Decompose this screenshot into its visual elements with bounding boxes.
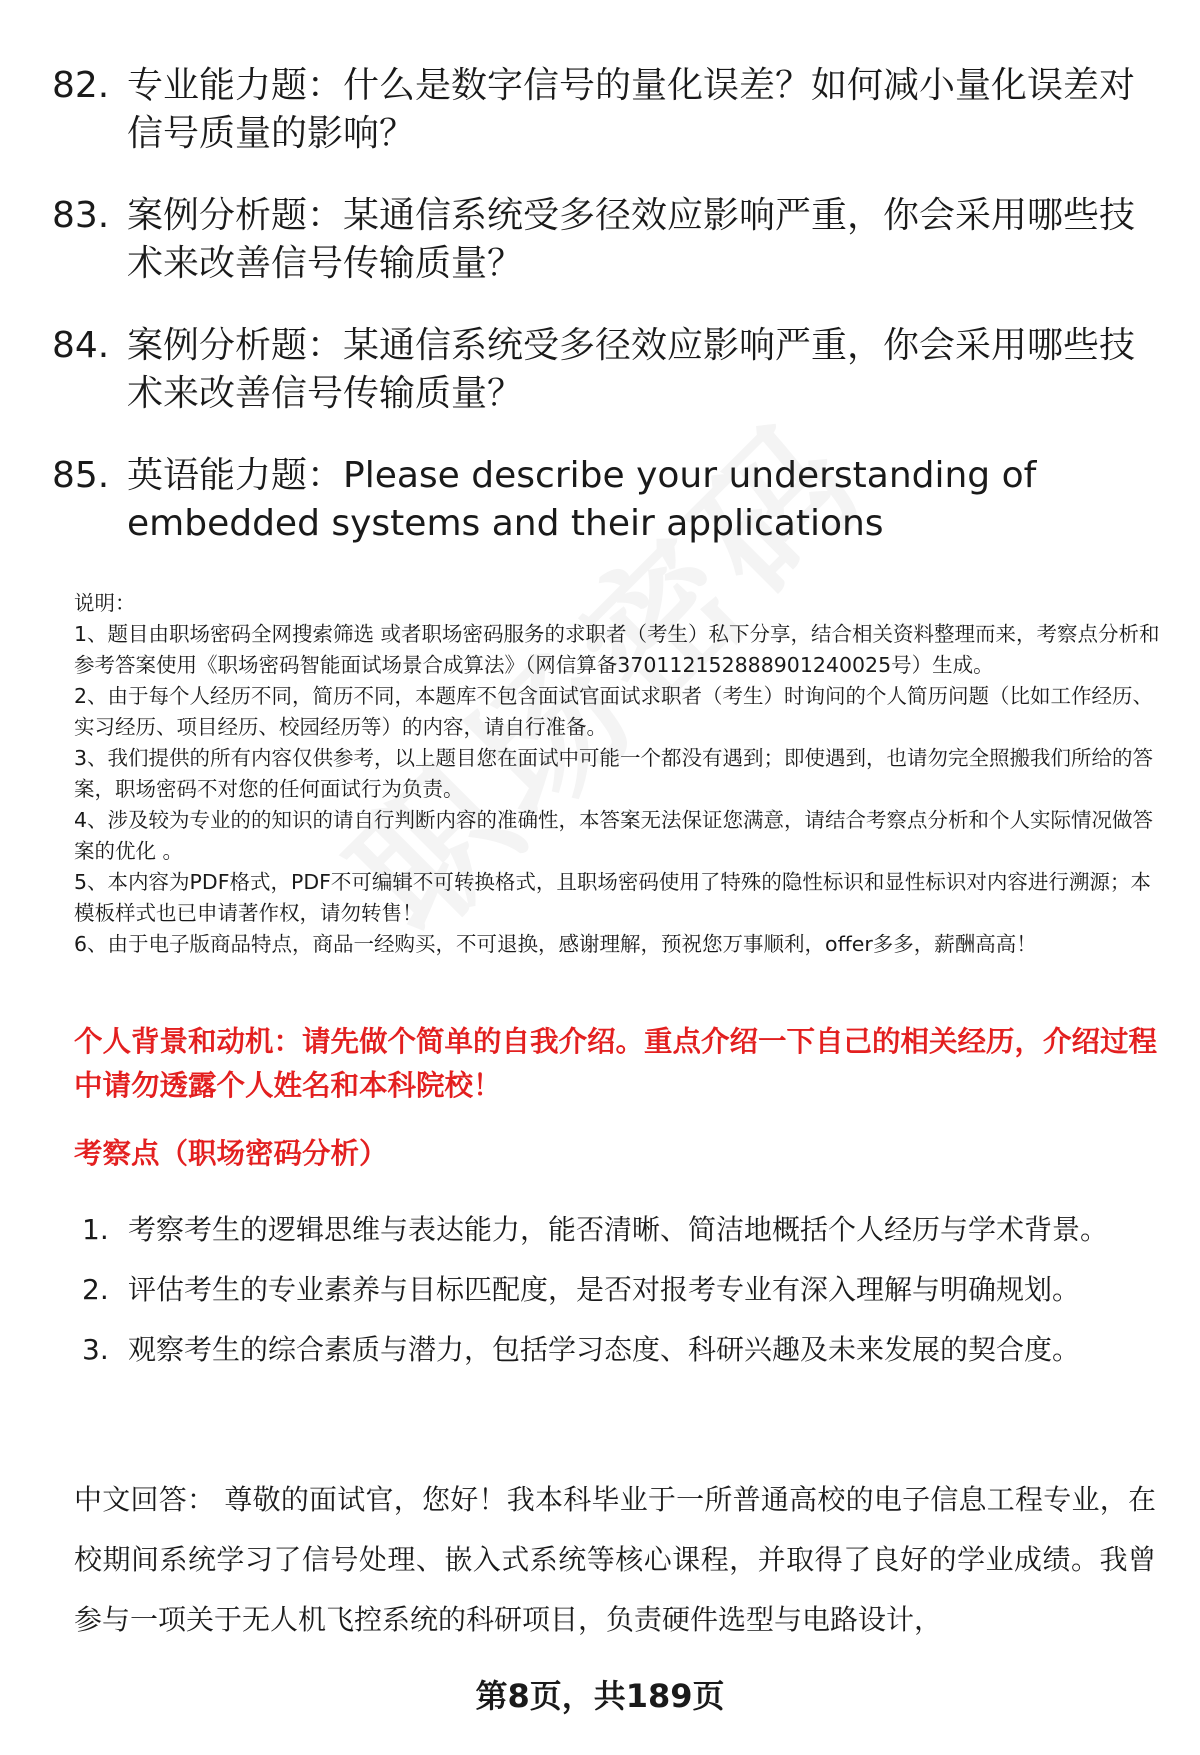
analysis-points — [82, 1200, 1162, 1380]
question-number: 82. — [52, 65, 110, 106]
note-item: 6、由于电子版商品特点，商品一经购买，不可退换，感谢理解，预祝您万事顺利，offer多多，薪酬高高！ — [74, 932, 1037, 956]
question-text: 专业能力题：什么是数字信号的量化误差？如何减小量化误差对信号质量的影响？ — [127, 65, 1136, 154]
section-heading: 个人背景和动机：请先做个简单的自我介绍。重点介绍一下自己的相关经历，介绍过程中请勿透露个人姓名和本科院校！ — [74, 1025, 1158, 1102]
point-text: 观察考生的综合素质与潜力，包括学习态度、科研兴趣及未来发展的契合度。 — [128, 1333, 1081, 1366]
point-number: 3. — [82, 1333, 109, 1366]
question-item — [52, 322, 1152, 418]
note-item: 3、我们提供的所有内容仅供参考，以上题目您在面试中可能一个都没有遇到；即使遇到，也请勿完全照搬我们所给的答案，职场密码不对您的任何面试行为负责。 — [74, 746, 1154, 801]
analysis-point — [82, 1200, 1162, 1260]
question-number: 85. — [52, 455, 110, 496]
point-number: 1. — [82, 1213, 109, 1246]
question-text: 案例分析题：某通信系统受多径效应影响严重，你会采用哪些技术来改善信号传输质量？ — [127, 195, 1136, 284]
question-number: 84. — [52, 325, 110, 366]
note-item: 1、题目由职场密码全网搜索筛选 或者职场密码服务的求职者（考生）私下分享，结合相关资料整理而来，考察点分析和参考答案使用《职场密码智能面试场景合成算法》（网信算备370112152888901240025号）生成。 — [74, 622, 1160, 677]
question-number: 83. — [52, 195, 110, 236]
notes-title: 说明： — [74, 591, 136, 615]
note-item: 4、涉及较为专业的的知识的请自行判断内容的准确性，本答案无法保证您满意，请结合考察点分析和个人实际情况做答案的优化 。 — [74, 808, 1154, 863]
point-text: 评估考生的专业素养与目标匹配度，是否对报考专业有深入理解与明确规划。 — [128, 1273, 1081, 1306]
page-footer: 第8页，共189页 — [475, 1677, 725, 1715]
note-item: 2、由于每个人经历不同，简历不同，本题库不包含面试官面试求职者（考生）时询问的个人简历问题（比如工作经历、实习经历、项目经历、校园经历等）的内容，请自行准备。 — [74, 684, 1154, 739]
question-text: 英语能力题：Please describe your understanding of embedded systems and their applications — [127, 455, 1037, 544]
analysis-point — [82, 1260, 1162, 1320]
question-item — [52, 452, 1152, 548]
point-text: 考察考生的逻辑思维与表达能力，能否清晰、简洁地概括个人经历与学术背景。 — [128, 1213, 1109, 1246]
question-item — [52, 192, 1152, 288]
note-item: 5、本内容为PDF格式，PDF不可编辑不可转换格式，且职场密码使用了特殊的隐性标识和显性标识对内容进行溯源；本模板样式也已申请著作权，请勿转售！ — [74, 870, 1151, 925]
question-list — [52, 62, 1152, 582]
analysis-heading: 考察点（职场密码分析） — [74, 1137, 388, 1170]
answer-text: 中文回答： 尊敬的面试官，您好！我本科毕业于一所普通高校的电子信息工程专业，在校期间系统学习了信号处理、嵌入式系统等核心课程，并取得了良好的学业成绩。我曾参与一项关于无人机飞控系统的科研项目，负责硬件选型与电路设计， — [74, 1483, 1156, 1636]
question-text: 案例分析题：某通信系统受多径效应影响严重，你会采用哪些技术来改善信号传输质量？ — [127, 325, 1136, 414]
analysis-point — [82, 1320, 1162, 1380]
question-item — [52, 62, 1152, 158]
notes-section — [74, 588, 1164, 960]
point-number: 2. — [82, 1273, 109, 1306]
